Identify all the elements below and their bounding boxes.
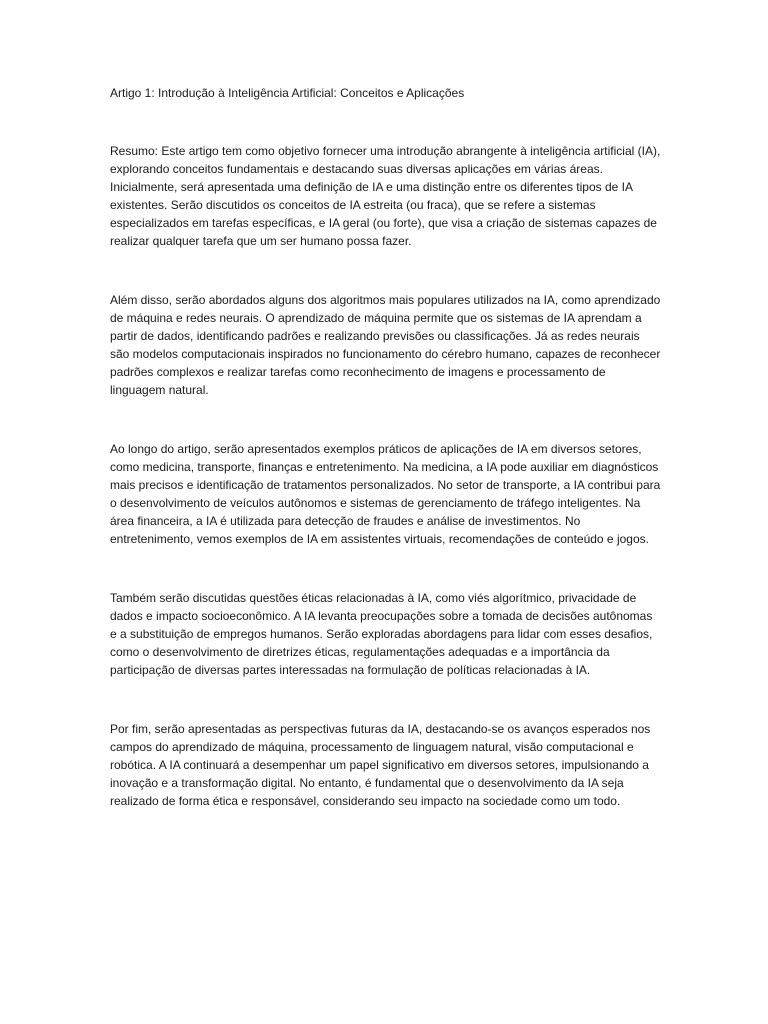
document-page bbox=[110, 84, 662, 851]
paragraph-applications: Ao longo do artigo, serão apresentados exemplos práticos de aplicações de IA em diversos setores, como medicina, transporte, finanças e entretenimento. Na medicina, a IA pode auxiliar em diagnósticos mais precisos e identificação de tratamentos personalizados. No setor de transporte, a IA contribui para o desenvolvimento de veículos autônomos e sistemas de gerenciamento de tráfego inteligentes. Na área financeira, a IA é utilizada para detecção de fraudes e análise de investimentos. No entretenimento, vemos exemplos de IA em assistentes virtuais, recomendações de conteúdo e jogos. bbox=[110, 442, 661, 546]
paragraph-abstract: Resumo: Este artigo tem como objetivo fornecer uma introdução abrangente à inteligência artificial (IA), explorando conceitos fundamentais e destacando suas diversas aplicações em várias áreas. Inicialmente, será apresentada uma definição de IA e uma distinção entre os diferentes tipos de IA existentes. Serão discutidos os conceitos de IA estreita (ou fraca), que se refere a sistemas especializados em tarefas específicas, e IA geral (ou forte), que visa a criação de sistemas capazes de realizar qualquer tarefa que um ser humano possa fazer. bbox=[110, 144, 661, 248]
document-title: Artigo 1: Introdução à Inteligência Artificial: Conceitos e Aplicações bbox=[110, 86, 465, 100]
paragraph-ethics: Também serão discutidas questões éticas relacionadas à IA, como viés algorítmico, privacidade de dados e impacto socioeconômico. A IA levanta preocupações sobre a tomada de decisões autônomas e a substituição de empregos humanos. Serão exploradas abordagens para lidar com esses desafios, como o desenvolvimento de diretrizes éticas, regulamentações adequadas e a importância da participação de diversas partes interessadas na formulação de políticas relacionadas à IA. bbox=[110, 591, 653, 677]
paragraph-future: Por fim, serão apresentadas as perspectivas futuras da IA, destacando-se os avanços esperados nos campos do aprendizado de máquina, processamento de linguagem natural, visão computacional e robótica. A IA continuará a desempenhar um papel significativo em diversos setores, impulsionando a inovação e a transformação digital. No entanto, é fundamental que o desenvolvimento da IA seja realizado de forma ética e responsável, considerando seu impacto na sociedade como um todo. bbox=[110, 722, 651, 808]
paragraph-algorithms: Além disso, serão abordados alguns dos algoritmos mais populares utilizados na IA, como aprendizado de máquina e redes neurais. O aprendizado de máquina permite que os sistemas de IA aprendam a partir de dados, identificando padrões e realizando previsões ou classificações. Já as redes neurais são modelos computacionais inspirados no funcionamento do cérebro humano, capazes de reconhecer padrões complexos e realizar tarefas como reconhecimento de imagens e processamento de linguagem natural. bbox=[110, 293, 661, 397]
